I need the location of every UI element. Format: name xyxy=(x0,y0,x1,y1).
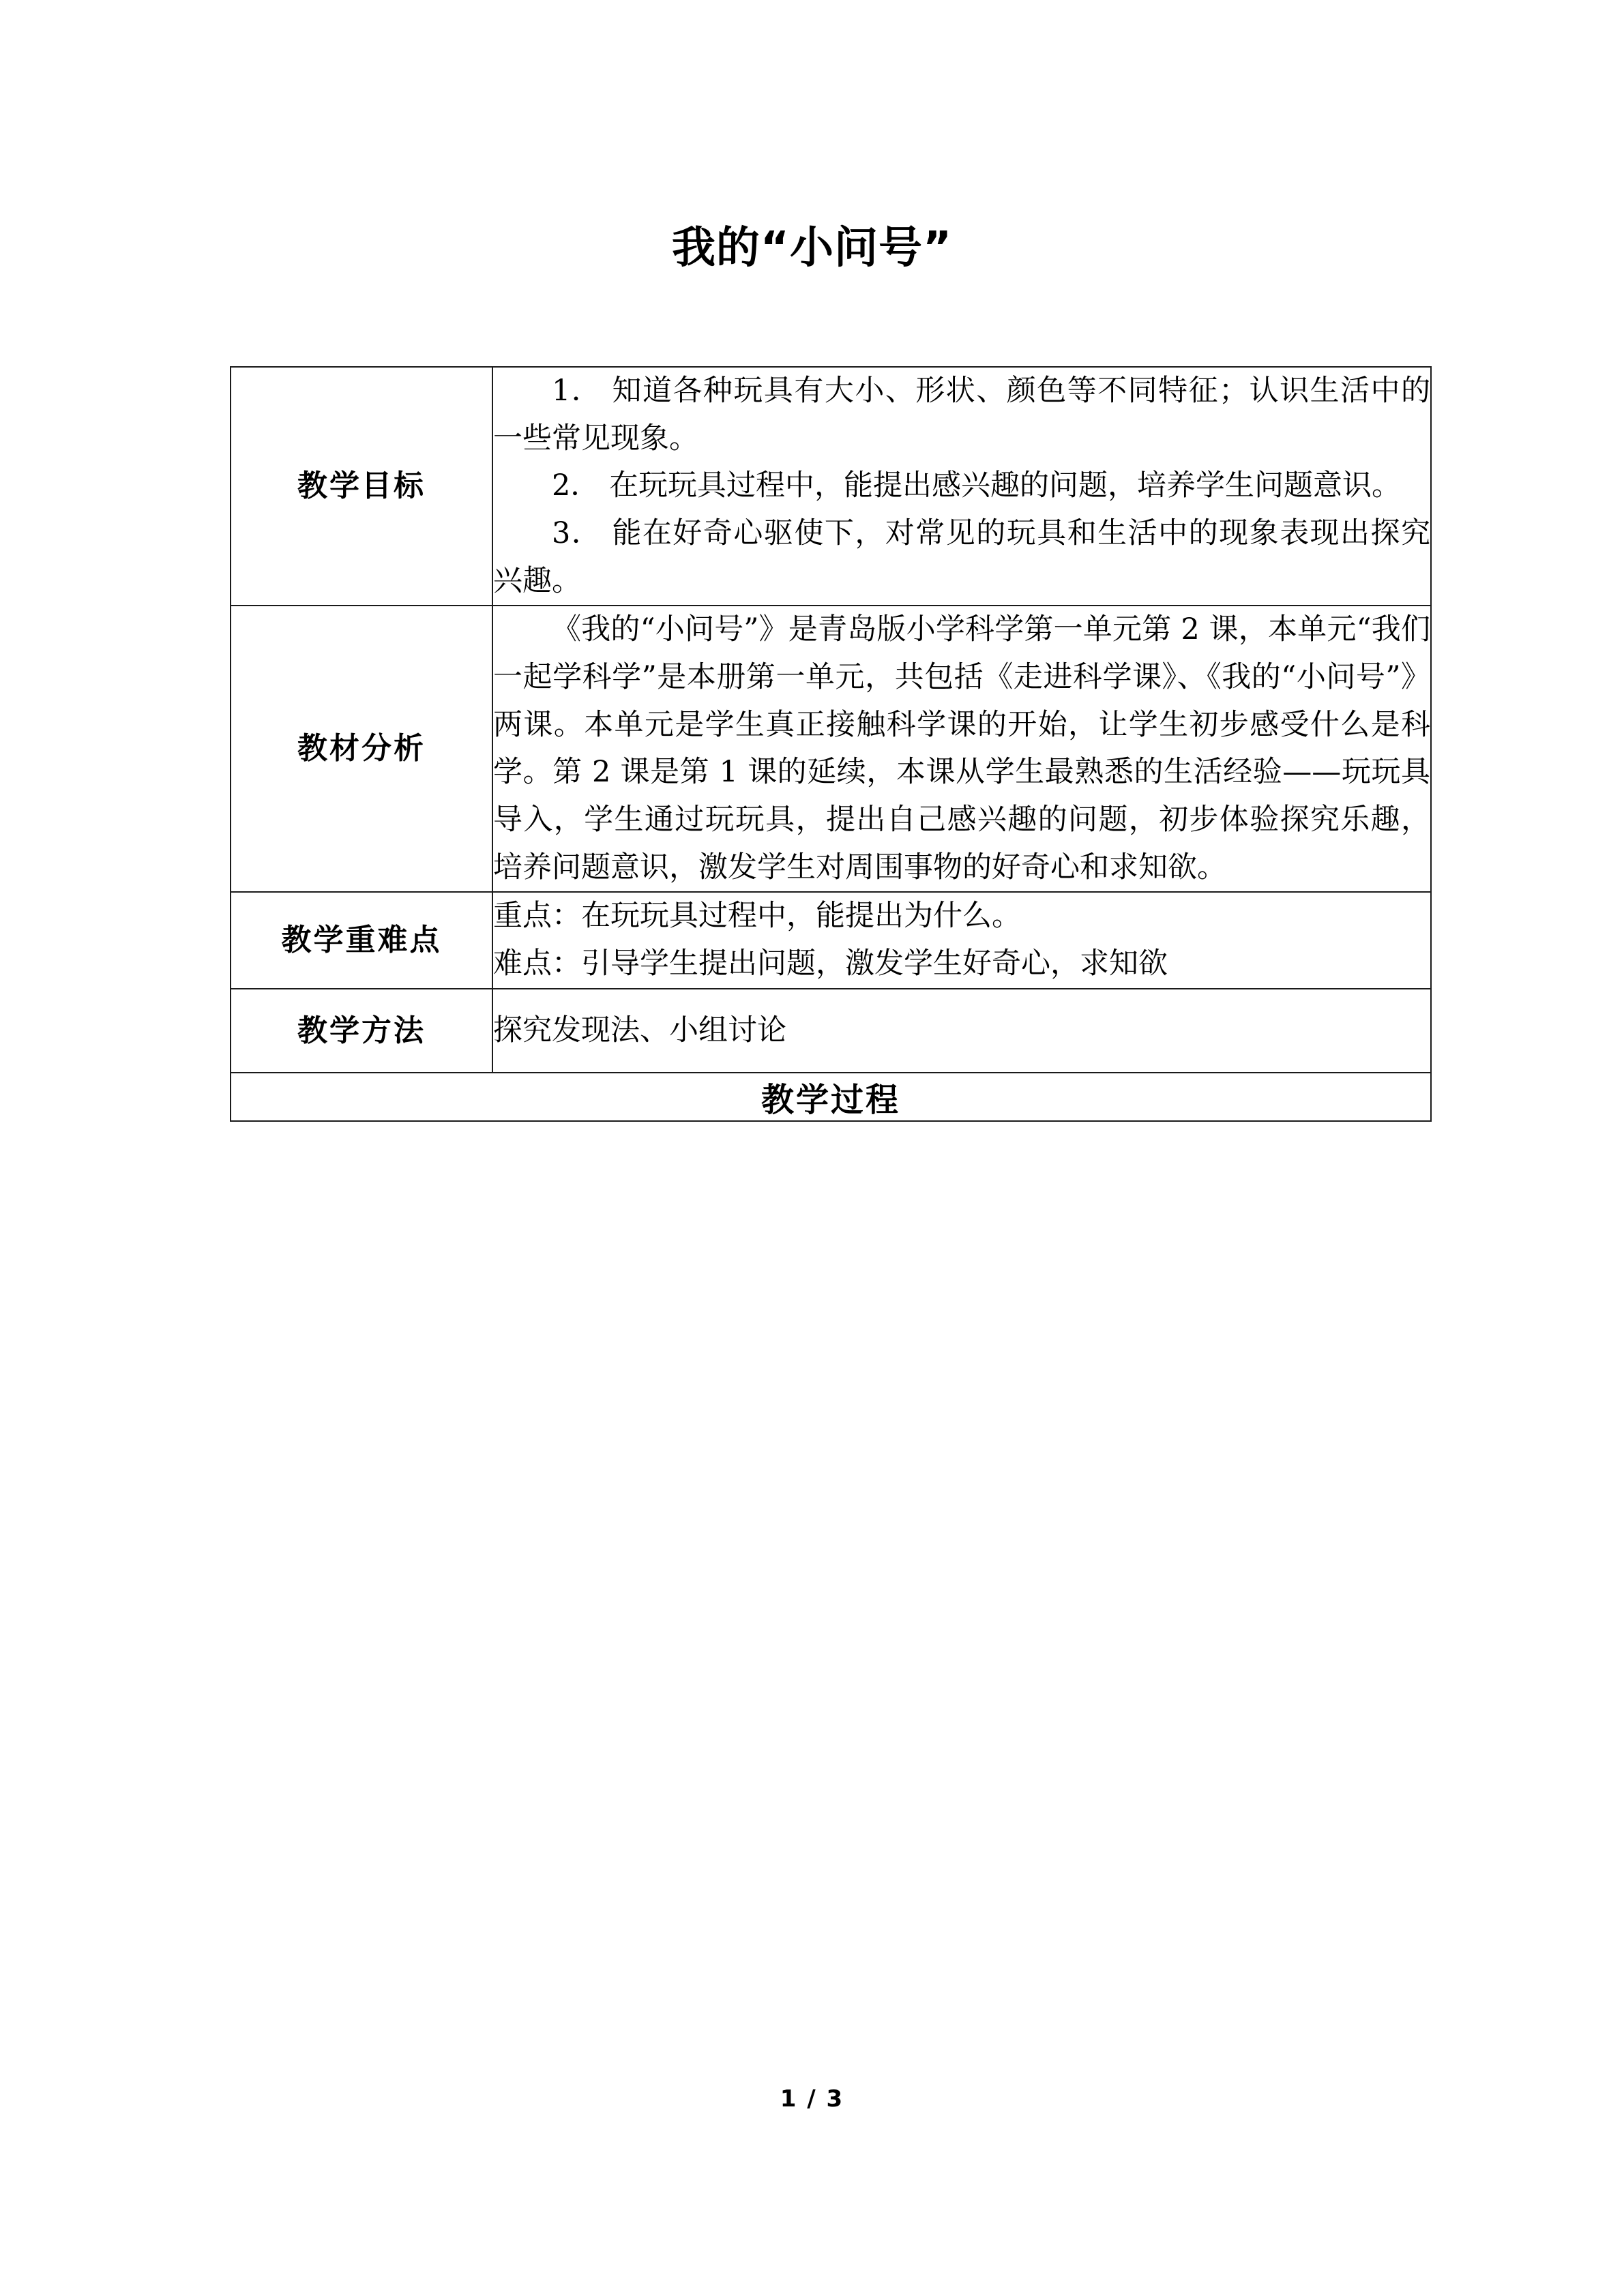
table-row xyxy=(231,989,1431,1073)
row-content-material-analysis xyxy=(492,606,1431,892)
row-label-teaching-process: 教学过程 xyxy=(231,1073,1431,1121)
row-label-teaching-methods: 教学方法 xyxy=(231,989,492,1073)
lesson-plan-table xyxy=(230,366,1432,1122)
key-point-line: 重点：在玩玩具过程中，能提出为什么。 xyxy=(493,899,1021,934)
row-content-teaching-objectives xyxy=(492,367,1431,606)
row-label-key-difficult-points: 教学重难点 xyxy=(231,892,492,988)
table-row xyxy=(231,892,1431,988)
objective-item: 3． 能在好奇心驱使下，对常见的玩具和生活中的现象表现出探究兴趣。 xyxy=(493,516,1430,598)
row-content-teaching-methods xyxy=(492,989,1431,1073)
table-row xyxy=(231,606,1431,892)
row-label-material-analysis: 教材分析 xyxy=(231,606,492,892)
teaching-methods-line: 探究发现法、小组讨论 xyxy=(493,1013,786,1047)
objective-item: 1． 知道各种玩具有大小、形状、颜色等不同特征；认识生活中的一些常见现象。 xyxy=(493,374,1430,456)
table-row xyxy=(231,1073,1431,1121)
objective-item: 2． 在玩玩具过程中，能提出感兴趣的问题，培养学生问题意识。 xyxy=(552,468,1402,503)
table-row xyxy=(231,367,1431,606)
page-title: 我的“小问号” xyxy=(671,222,953,273)
difficult-point-line: 难点：引导学生提出问题，激发学生好奇心，求知欲 xyxy=(493,946,1168,981)
material-analysis-paragraph: 《我的“小问号”》是青岛版小学科学第一单元第 2 课，本单元“我们一起学科学”是本册第一单元，共包括《走进科学课》、《我的“小问号”》两课。本单元是学生真正接触科学课的开始，让学生初步感受什么是科学。第 2 课是第 1 课的延续，本课从学生最熟悉的生活经验——玩玩具导入，学生通过玩玩具，提出自己感兴趣的问题，初步体验探究乐趣，培养问题意识，激发学生对周围事物的好奇心和求知欲。 xyxy=(493,612,1430,884)
row-label-teaching-objectives: 教学目标 xyxy=(231,367,492,606)
row-content-key-difficult-points xyxy=(492,892,1431,988)
page-number-footer: 1 / 3 xyxy=(780,2085,844,2113)
